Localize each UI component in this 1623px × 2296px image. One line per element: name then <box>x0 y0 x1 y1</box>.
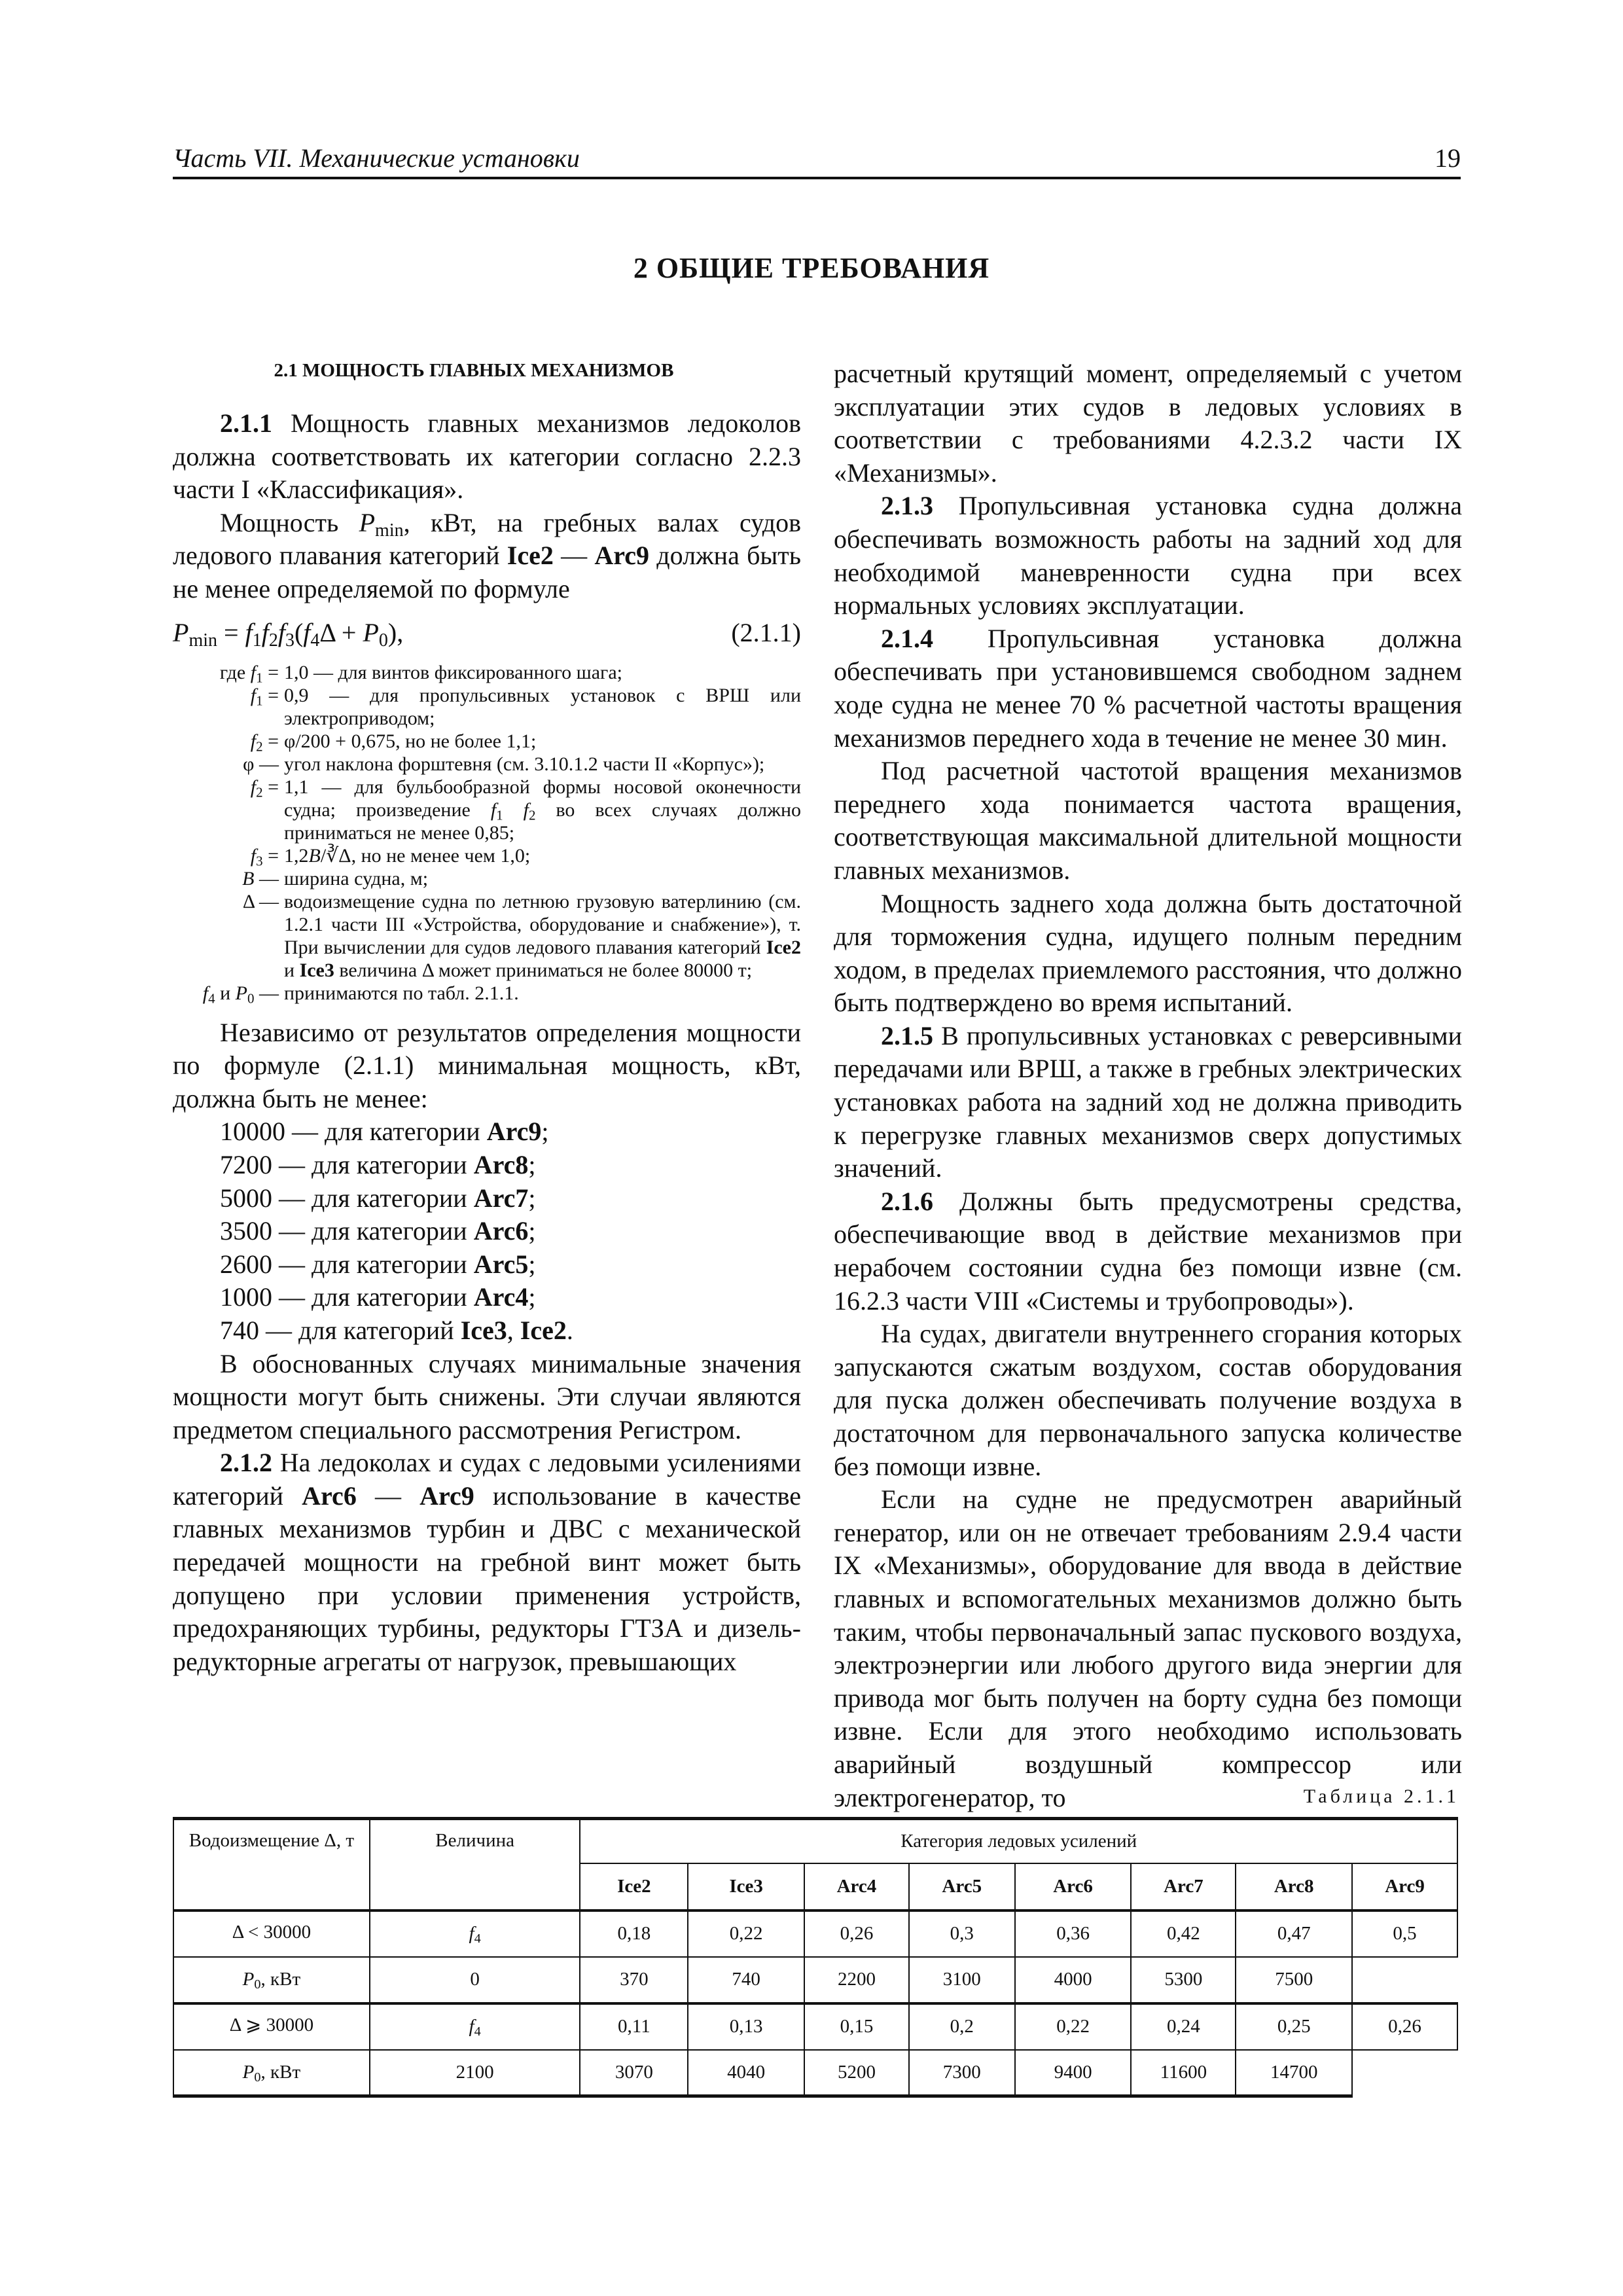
text-run: , кВт <box>260 1969 301 1990</box>
category-header: Arc9 <box>1352 1863 1457 1910</box>
text-run: 2.1.2 <box>220 1448 272 1478</box>
paragraph <box>834 1318 1462 1483</box>
text-run: 2.1.4 <box>881 623 933 653</box>
text-run: = <box>262 776 279 798</box>
text-run: В пропульсивных установках с реверсивными передачами или ВРШ, а также в гребных электрических установках работа на задний ход не должна приводить к перегрузке главных механизмов сверх допустимых значений. <box>834 1020 1462 1183</box>
text-run: 4 <box>474 1931 481 1946</box>
value-cell: 0,11 <box>580 2003 688 2050</box>
text-run: Arc5 <box>473 1249 529 1279</box>
text-run: В обоснованных случаях минимальные значения мощности могут быть снижены. Эти случаи являются предметом специального рассмотрения Регистром. <box>173 1348 801 1444</box>
text-run: принимаются по табл. 2.1.1. <box>284 982 519 1004</box>
text-run: 4 <box>208 990 215 1006</box>
text-run: , кВт <box>260 2061 301 2083</box>
value-cell: 0,18 <box>580 1910 688 1957</box>
text-run: f <box>303 617 311 647</box>
text-run: f <box>261 617 269 647</box>
value-cell: 0,13 <box>688 2003 804 2050</box>
paragraph <box>834 490 1462 622</box>
list-item <box>173 1149 801 1182</box>
category-header: Arc7 <box>1131 1863 1236 1910</box>
text-run: P <box>242 2061 255 2083</box>
paragraph-power-definition <box>173 507 801 606</box>
text-run: ( <box>294 617 304 647</box>
legend-text <box>284 730 801 753</box>
subsection-title: 2.1 МОЩНОСТЬ ГЛАВНЫХ МЕХАНИЗМОВ <box>274 360 674 381</box>
legend-symbol <box>173 684 284 730</box>
value-cell: 0,26 <box>804 1910 909 1957</box>
text-run: = <box>262 684 279 706</box>
paragraph <box>834 622 1462 755</box>
legend-symbol <box>173 844 284 867</box>
text-run: Δ + <box>319 617 363 647</box>
minimum-power-list <box>173 1115 801 1347</box>
legend-row <box>173 684 801 730</box>
text-run: f <box>469 2016 474 2037</box>
paragraph <box>834 1020 1462 1185</box>
text-run: ; <box>528 1282 536 1312</box>
text-run: Arc9 <box>594 541 649 571</box>
value-cell: 11600 <box>1131 2050 1236 2096</box>
legend-text <box>284 982 801 1005</box>
text-run: Ice2 <box>766 936 801 958</box>
value-cell: 3070 <box>580 2050 688 2096</box>
list-item <box>173 1182 801 1215</box>
text-run: 740 — для категорий <box>220 1315 461 1345</box>
text-run: f <box>250 684 257 706</box>
running-header <box>173 140 1461 179</box>
page-number: 19 <box>1435 143 1461 173</box>
legend-text <box>284 684 801 730</box>
text-run: Должны быть предусмотрены средства, обеспечивающие ввод в действие механизмов при нерабочем состоянии судна без помощи извне (см. 16.2.3 части VIII «Системы и трубопроводы»). <box>834 1186 1462 1316</box>
text-run: Ice3 <box>460 1315 507 1345</box>
text-run: = <box>262 661 279 683</box>
text-run: расчетный крутящий момент, определяемый с учетом эксплуатации этих судов в ледовых условиях в соответствии с требованиями 4.2.3.2 части IX «Механизмы». <box>834 359 1462 488</box>
text-run: 1,2 <box>284 844 309 867</box>
paragraph-2-1-1 <box>173 407 801 507</box>
text-run: 2 <box>268 630 278 651</box>
text-run: , <box>507 1315 520 1345</box>
text-run: 5000 — для категории <box>220 1183 474 1213</box>
value-cell: 0,3 <box>909 1910 1015 1957</box>
text-run: Δ — <box>242 890 279 912</box>
text-run: Мощность <box>220 507 359 537</box>
legend-symbol <box>173 661 284 684</box>
text-run: 2 <box>528 806 536 823</box>
section-title: 2 ОБЩИЕ ТРЕБОВАНИЯ <box>633 252 990 284</box>
legend-symbol <box>173 776 284 844</box>
text-run: 3 <box>256 852 263 869</box>
value-cell: 0,22 <box>1015 2003 1132 2050</box>
text-run: 1,0 — для винтов фиксированного шага; <box>284 661 623 683</box>
text-run: Arc4 <box>473 1282 529 1312</box>
text-run: 4 <box>474 2024 481 2039</box>
value-cell: 2100 <box>370 2050 580 2096</box>
text-run: 1 <box>256 692 263 708</box>
value-cell: 0,26 <box>1352 2003 1457 2050</box>
text-run: min <box>188 630 217 651</box>
paragraph <box>834 1483 1462 1814</box>
legend-symbol <box>173 890 284 982</box>
text-run: ; <box>541 1117 549 1147</box>
text-run: 2.1.1 <box>220 408 272 438</box>
legend-row <box>173 890 801 982</box>
text-run: ; <box>528 1216 536 1246</box>
text-run: = <box>217 617 245 647</box>
legend-row <box>173 730 801 753</box>
text-run: На ледоколах и судах с ледовыми усилениями категорий <box>173 1448 801 1511</box>
list-item <box>173 1248 801 1282</box>
value-cell: 9400 <box>1015 2050 1132 2096</box>
text-run: = <box>262 730 279 752</box>
text-run: 1000 — для категории <box>220 1282 474 1312</box>
text-run: На судах, двигатели внутреннего сгорания которых запускаются сжатым воздухом, состав оборудования для пуска должен обеспечивать получение воздуха в достаточном для первоначального запуска количестве без помощи извне. <box>834 1319 1462 1481</box>
text-run: f <box>202 982 209 1004</box>
quantity-cell <box>173 1957 370 2003</box>
text-run: 2.1.6 <box>881 1186 933 1216</box>
text-run: Arc9 <box>486 1117 542 1147</box>
text-run: Arc9 <box>419 1480 474 1511</box>
legend-text <box>284 890 801 982</box>
text-run: 0 <box>247 990 255 1006</box>
text-run: 1 <box>252 630 262 651</box>
text-run: Ice2 <box>520 1315 567 1345</box>
list-item <box>173 1314 801 1348</box>
paragraph-minimum-power <box>173 1016 801 1116</box>
category-header: Arc8 <box>1236 1863 1352 1910</box>
text-run: Если на судне не предусмотрен аварийный генератор, или он не отвечает требованиям 2.9.4 части IX «Механизмы», оборудование для ввода в действие главных и вспомогательных механизмов должно быть таким, чтобы первоначальный запас пускового воздуха, электроэнергии или любого другого вида энергии для привода мог быть получен на борту судна без помощи извне. Если для этого необходимо использовать аварийный воздушный компрессор или электрогенератор, то <box>834 1484 1462 1812</box>
text-run <box>503 799 524 821</box>
header-quantity: Величина <box>370 1819 580 1910</box>
text-run: /∛Δ, но не менее чем 1,0; <box>320 844 531 867</box>
legend-symbol <box>173 753 284 776</box>
text-run: ; <box>528 1149 536 1179</box>
text-run: 3 <box>285 630 294 651</box>
text-run: Arc6 <box>302 1480 357 1511</box>
text-run: — <box>356 1480 420 1511</box>
value-cell: 0,15 <box>804 2003 909 2050</box>
text-run: P <box>242 1969 255 1990</box>
table-2-1-1 <box>173 1817 1458 2098</box>
text-run: P <box>359 507 376 537</box>
value-cell: 5200 <box>804 2050 909 2096</box>
text-run: Пропульсивная установка должна обеспечивать при установившемся свободном заднем ходе судна не менее 70 % расчетной частоты вращения механизмов переднего хода в течение не менее 30 мин. <box>834 623 1462 753</box>
formula-expression <box>173 617 404 651</box>
legend-text <box>284 661 801 684</box>
value-cell: 0,36 <box>1015 1910 1132 1957</box>
text-run: ; <box>528 1249 536 1279</box>
text-run: f <box>469 1923 474 1944</box>
text-run: Arc8 <box>473 1149 529 1179</box>
table-row <box>173 1910 1457 1957</box>
text-run: f <box>277 617 285 647</box>
text-run: использование в качестве главных механизмов турбин и ДВС с механической передачей мощности на гребной винт может быть допущено при условии применения устройств, предохраняющих турбины, редукторы ГТЗА и дизель-редукторные агрегаты от нагрузок, превышающих <box>173 1480 801 1676</box>
text-run: P <box>173 617 189 647</box>
text-run: Ice3 <box>299 959 334 981</box>
legend-row <box>173 661 801 684</box>
table-row <box>173 1957 1457 2003</box>
text-run: угол наклона форштевня (см. 3.10.1.2 части II «Корпус»); <box>284 753 765 775</box>
text-run: — <box>254 982 279 1004</box>
legend-symbol <box>173 867 284 890</box>
value-cell: 0,2 <box>909 2003 1015 2050</box>
text-run: min <box>375 520 404 541</box>
text-run: 3500 — для категории <box>220 1216 474 1246</box>
paragraph <box>834 755 1462 887</box>
value-cell: 0,25 <box>1236 2003 1352 2050</box>
text-run: B <box>242 867 255 889</box>
value-cell: 0,5 <box>1352 1910 1457 1957</box>
text-run: φ — <box>243 753 279 775</box>
text-run: P <box>363 617 379 647</box>
text-run: B <box>308 844 321 867</box>
text-run: . <box>566 1315 573 1345</box>
value-cell: 740 <box>688 1957 804 2003</box>
list-item <box>173 1115 801 1149</box>
text-run: 0 <box>378 630 388 651</box>
quantity-cell <box>370 2003 580 2050</box>
header-category: Категория ледовых усилений <box>580 1819 1457 1863</box>
text-run: Мощность заднего хода должна быть достаточной для торможения судна, идущего полным передним ходом, в пределах приемлемого расстояния, что должно быть подтверждено во время испытаний. <box>834 888 1462 1018</box>
text-run: 2.1.5 <box>881 1020 933 1050</box>
value-cell: 3100 <box>909 1957 1015 2003</box>
category-header: Ice2 <box>580 1863 688 1910</box>
legend-text <box>284 776 801 844</box>
text-run: Под расчетной частотой вращения механизмов переднего хода понимается частота вращения, соответствующая максимальной длительной мощности главных механизмов. <box>834 756 1462 885</box>
text-run: f <box>490 798 497 821</box>
legend-row <box>173 867 801 890</box>
legend-symbol <box>173 730 284 753</box>
text-run: f <box>245 617 253 647</box>
text-run: f <box>523 798 529 821</box>
value-cell: 370 <box>580 1957 688 2003</box>
displacement-cell: Δ ⩾ 30000 <box>173 2003 370 2050</box>
text-run: Пропульсивная установка судна должна обеспечивать возможность работы на задний ход для необходимой маневренности судна при всех нормальных условиях эксплуатации. <box>834 491 1462 620</box>
text-run: Мощность главных механизмов ледоколов должна соответствовать их категории согласно 2.2.3 части I «Классификация». <box>173 408 801 505</box>
right-column <box>834 357 1462 1814</box>
category-header: Arc4 <box>804 1863 909 1910</box>
legend-symbol <box>173 982 284 1005</box>
paragraph-2-1-2 <box>173 1446 801 1678</box>
text-run: должна быть не менее определяемой по формуле <box>173 541 802 603</box>
value-cell: 0,42 <box>1131 1910 1236 1957</box>
text-run: φ/200 + 0,675, но не более 1,1; <box>284 730 537 752</box>
text-run: 2600 — для категории <box>220 1249 474 1279</box>
table-caption: Таблица 2.1.1 <box>1303 1785 1459 1807</box>
text-run: ), <box>387 617 404 647</box>
value-cell: 4040 <box>688 2050 804 2096</box>
text-run: 1 <box>256 669 263 685</box>
legend-text <box>284 844 801 867</box>
table-row <box>173 2050 1457 2096</box>
text-run: водоизмещение судна по летнюю грузовую ватерлинию (см. 1.2.1 части III «Устройства, оборудование и снабжение»), т. При вычислении для судов ледового плавания категорий <box>284 890 801 958</box>
text-run: 1,1 — для бульбообразной формы носовой оконечности судна; произведение <box>284 776 801 821</box>
text-run: P <box>235 982 247 1004</box>
value-cell: 0,24 <box>1131 2003 1236 2050</box>
formula <box>173 617 801 657</box>
text-run: f <box>250 844 257 867</box>
text-run: f <box>250 661 257 683</box>
value-cell: 0,22 <box>688 1910 804 1957</box>
value-cell: 7300 <box>909 2050 1015 2096</box>
paragraph <box>834 357 1462 490</box>
text-run: 0,9 — для пропульсивных установок с ВРШ или электроприводом; <box>284 684 801 729</box>
part-title: Часть VII. Механические установки <box>173 143 580 173</box>
header-displacement: Водоизмещение Δ, т <box>173 1819 370 1910</box>
value-cell: 4000 <box>1015 1957 1132 2003</box>
formula-legend <box>173 661 801 1005</box>
paragraph-reduction <box>173 1348 801 1447</box>
text-run: где <box>219 661 251 683</box>
text-run: Arc7 <box>473 1183 529 1213</box>
text-run: Независимо от результатов определения мощности по формуле (2.1.1) минимальная мощность, кВт, должна быть не менее: <box>173 1017 801 1113</box>
list-item <box>173 1281 801 1314</box>
quantity-cell <box>173 2050 370 2096</box>
paragraph <box>834 1185 1462 1318</box>
legend-row <box>173 982 801 1005</box>
text-run: и <box>215 982 236 1004</box>
text-run: во всех случаях должно приниматься не менее 0,85; <box>284 798 801 844</box>
value-cell: 0 <box>370 1957 580 2003</box>
text-run: 7200 — для категории <box>220 1149 474 1179</box>
text-run: , кВт, на гребных валах судов ледового плавания категорий <box>173 507 802 571</box>
value-cell: 2200 <box>804 1957 909 2003</box>
paragraph <box>834 888 1462 1020</box>
category-header: Ice3 <box>688 1863 804 1910</box>
category-header: Arc6 <box>1015 1863 1132 1910</box>
value-cell: 7500 <box>1236 1957 1352 2003</box>
text-run: 2 <box>256 783 263 800</box>
text-run: — <box>254 867 279 889</box>
value-cell: 5300 <box>1131 1957 1236 2003</box>
text-run: f <box>250 730 257 752</box>
text-run: = <box>262 844 279 867</box>
left-column <box>173 357 801 1678</box>
legend-row <box>173 776 801 844</box>
text-run: ; <box>528 1183 536 1213</box>
text-run: 1 <box>496 806 503 823</box>
table-row <box>173 2003 1457 2050</box>
text-run: 2.1.3 <box>881 491 933 521</box>
text-run: — <box>553 541 595 571</box>
value-cell: 0,47 <box>1236 1910 1352 1957</box>
list-item <box>173 1215 801 1248</box>
text-run: Ice2 <box>507 541 554 571</box>
quantity-cell <box>370 1910 580 1957</box>
legend-text <box>284 753 801 776</box>
text-run: и <box>284 959 300 981</box>
legend-text <box>284 867 801 890</box>
value-cell: 14700 <box>1236 2050 1352 2096</box>
legend-row <box>173 753 801 776</box>
text-run: величина Δ может приниматься не более 80000 т; <box>334 959 753 981</box>
category-header: Arc5 <box>909 1863 1015 1910</box>
displacement-cell: Δ < 30000 <box>173 1910 370 1957</box>
legend-row <box>173 844 801 867</box>
text-run: 2 <box>256 738 263 754</box>
text-run: f <box>250 776 257 798</box>
text-run: 0 <box>254 2070 261 2085</box>
text-run: 0 <box>254 1977 261 1992</box>
text-run: Arc6 <box>473 1216 529 1246</box>
formula-number: (2.1.1) <box>731 617 801 647</box>
text-run: 4 <box>310 630 320 651</box>
text-run: 10000 — для категории <box>220 1117 487 1147</box>
text-run: ширина судна, м; <box>284 867 429 889</box>
